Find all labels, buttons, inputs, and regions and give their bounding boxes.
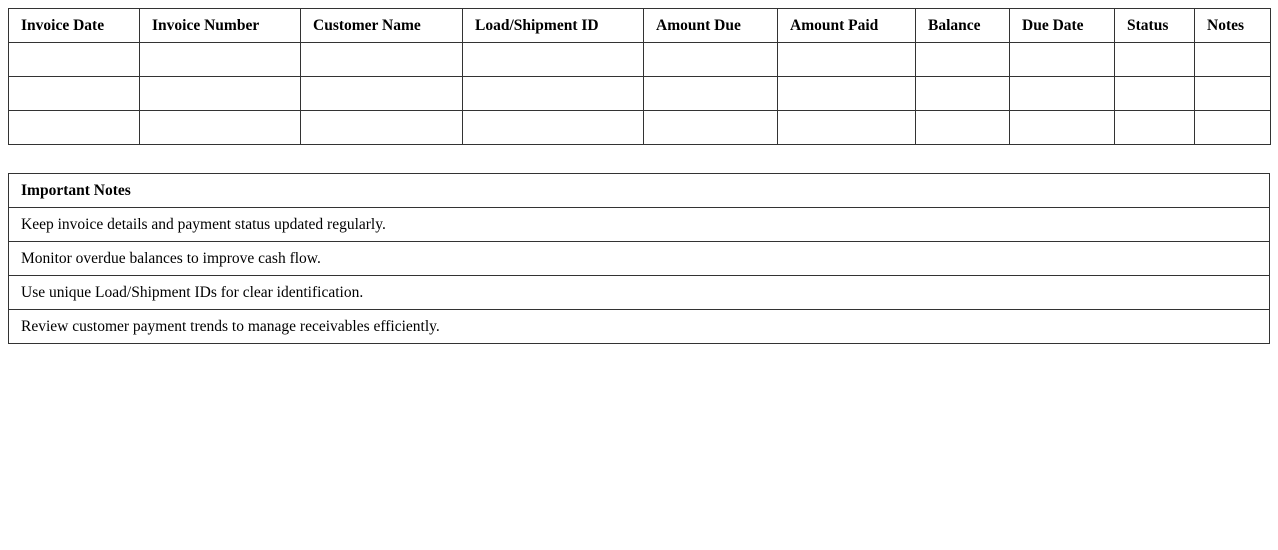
table-cell[interactable] xyxy=(140,77,301,111)
header-notes: Notes xyxy=(1195,9,1271,43)
header-due-date: Due Date xyxy=(1010,9,1115,43)
header-load-shipment-id: Load/Shipment ID xyxy=(463,9,644,43)
table-cell[interactable] xyxy=(9,111,140,145)
table-cell[interactable] xyxy=(916,77,1010,111)
table-cell[interactable] xyxy=(1195,43,1271,77)
header-amount-due: Amount Due xyxy=(644,9,778,43)
header-balance: Balance xyxy=(916,9,1010,43)
table-cell[interactable] xyxy=(9,77,140,111)
table-cell[interactable] xyxy=(140,43,301,77)
table-cell[interactable] xyxy=(1010,111,1115,145)
table-cell[interactable] xyxy=(463,111,644,145)
notes-header-row xyxy=(9,174,1270,208)
table-cell[interactable] xyxy=(1115,77,1195,111)
list-item xyxy=(9,276,1270,310)
table-cell[interactable] xyxy=(1195,77,1271,111)
note-text: Use unique Load/Shipment IDs for clear identification. xyxy=(9,276,1270,310)
table-cell[interactable] xyxy=(1115,43,1195,77)
table-cell[interactable] xyxy=(1115,111,1195,145)
table-cell[interactable] xyxy=(644,111,778,145)
table-cell[interactable] xyxy=(1010,77,1115,111)
header-invoice-number: Invoice Number xyxy=(140,9,301,43)
table-cell[interactable] xyxy=(916,111,1010,145)
table-cell[interactable] xyxy=(916,43,1010,77)
list-item xyxy=(9,242,1270,276)
list-item xyxy=(9,310,1270,344)
table-cell[interactable] xyxy=(778,111,916,145)
note-text: Review customer payment trends to manage receivables efficiently. xyxy=(9,310,1270,344)
table-cell[interactable] xyxy=(1195,111,1271,145)
invoice-table xyxy=(8,8,1271,145)
important-notes-table xyxy=(8,173,1270,344)
table-row xyxy=(9,77,1271,111)
table-row xyxy=(9,43,1271,77)
table-cell[interactable] xyxy=(463,77,644,111)
list-item xyxy=(9,208,1270,242)
table-cell[interactable] xyxy=(301,43,463,77)
table-cell[interactable] xyxy=(301,77,463,111)
invoice-header-row xyxy=(9,9,1271,43)
header-status: Status xyxy=(1115,9,1195,43)
note-text: Keep invoice details and payment status updated regularly. xyxy=(9,208,1270,242)
table-cell[interactable] xyxy=(140,111,301,145)
table-cell[interactable] xyxy=(463,43,644,77)
table-cell[interactable] xyxy=(778,43,916,77)
table-cell[interactable] xyxy=(1010,43,1115,77)
table-row xyxy=(9,111,1271,145)
header-customer-name: Customer Name xyxy=(301,9,463,43)
table-cell[interactable] xyxy=(644,43,778,77)
table-cell[interactable] xyxy=(644,77,778,111)
table-cell[interactable] xyxy=(9,43,140,77)
table-cell[interactable] xyxy=(778,77,916,111)
header-amount-paid: Amount Paid xyxy=(778,9,916,43)
notes-title: Important Notes xyxy=(9,174,1270,208)
note-text: Monitor overdue balances to improve cash flow. xyxy=(9,242,1270,276)
table-cell[interactable] xyxy=(301,111,463,145)
header-invoice-date: Invoice Date xyxy=(9,9,140,43)
